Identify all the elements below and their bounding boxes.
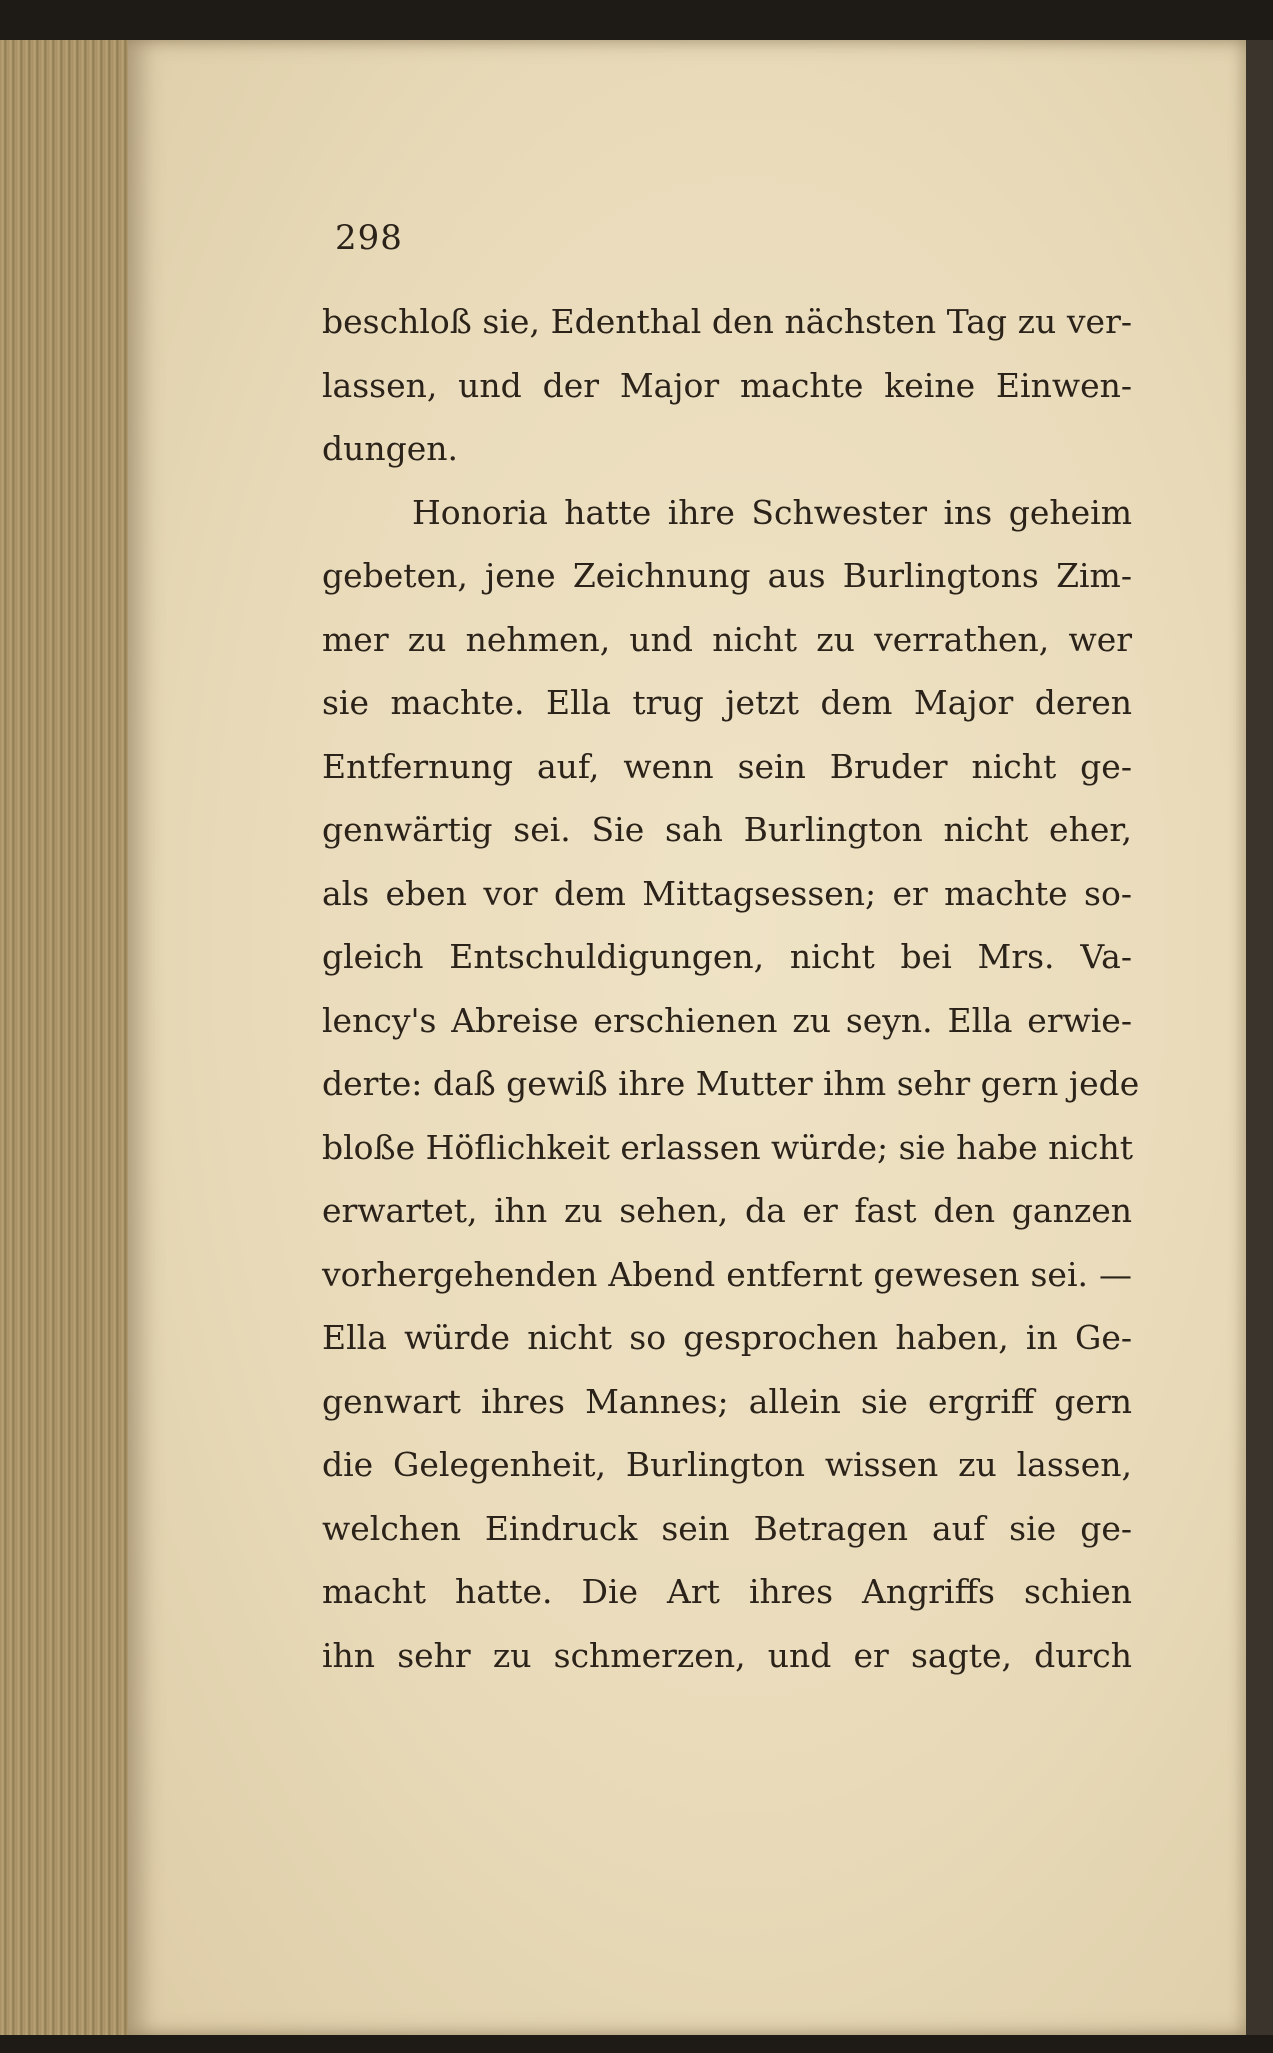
text-line: beschloß sie, Edenthal den nächsten Tag zu ver- xyxy=(322,302,1132,341)
text-line: die Gelegenheit, Burlington wissen zu lassen, xyxy=(322,1445,1132,1484)
text-line: Entfernung auf, wenn sein Bruder nicht ge- xyxy=(322,746,1132,786)
text-line: ihn sehr zu schmerzen, und er sagte, durch xyxy=(322,1635,1132,1675)
text-line: erwartet, ihn zu sehen, da er fast den ganzen xyxy=(322,1191,1132,1230)
text-line: gleich Entschuldigungen, nicht bei Mrs. Va- xyxy=(322,937,1132,976)
text-line: gebeten, jene Zeichnung aus Burlingtons Zim- xyxy=(322,556,1132,595)
text-line: genwart ihres Mannes; allein sie ergriff gern xyxy=(322,1381,1132,1421)
text-line: Honoria hatte ihre Schwester ins geheim xyxy=(412,492,1132,532)
text-line: lassen, und der Major machte keine Einwen- xyxy=(322,365,1132,405)
text-line: derte: daß gewiß ihre Mutter ihm sehr gern jede xyxy=(322,1064,1140,1103)
page-text xyxy=(322,290,1140,1687)
text-line: welchen Eindruck sein Betragen auf sie ge- xyxy=(322,1508,1132,1548)
text-line: mer zu nehmen, und nicht zu verrathen, wer xyxy=(322,619,1132,659)
text-line: dungen. xyxy=(322,429,459,468)
text-line: genwärtig sei. Sie sah Burlington nicht eher, xyxy=(322,810,1132,849)
text-line: vorhergehenden Abend entfernt gewesen sei. — xyxy=(322,1254,1132,1294)
page-edge xyxy=(0,40,135,2035)
page-number: 298 xyxy=(335,218,403,258)
text-line: als eben vor dem Mittagsessen; er machte so- xyxy=(322,873,1132,913)
scan-border xyxy=(1246,40,1273,2035)
text-line: bloße Höflichkeit erlassen würde; sie habe nicht xyxy=(322,1127,1133,1167)
text-line: Ella würde nicht so gesprochen haben, in Ge- xyxy=(322,1318,1132,1357)
text-line: lency's Abreise erschienen zu seyn. Ella erwie- xyxy=(322,1000,1132,1040)
text-line: sie machte. Ella trug jetzt dem Major deren xyxy=(322,683,1132,722)
text-line: macht hatte. Die Art ihres Angriffs schien xyxy=(322,1572,1132,1611)
